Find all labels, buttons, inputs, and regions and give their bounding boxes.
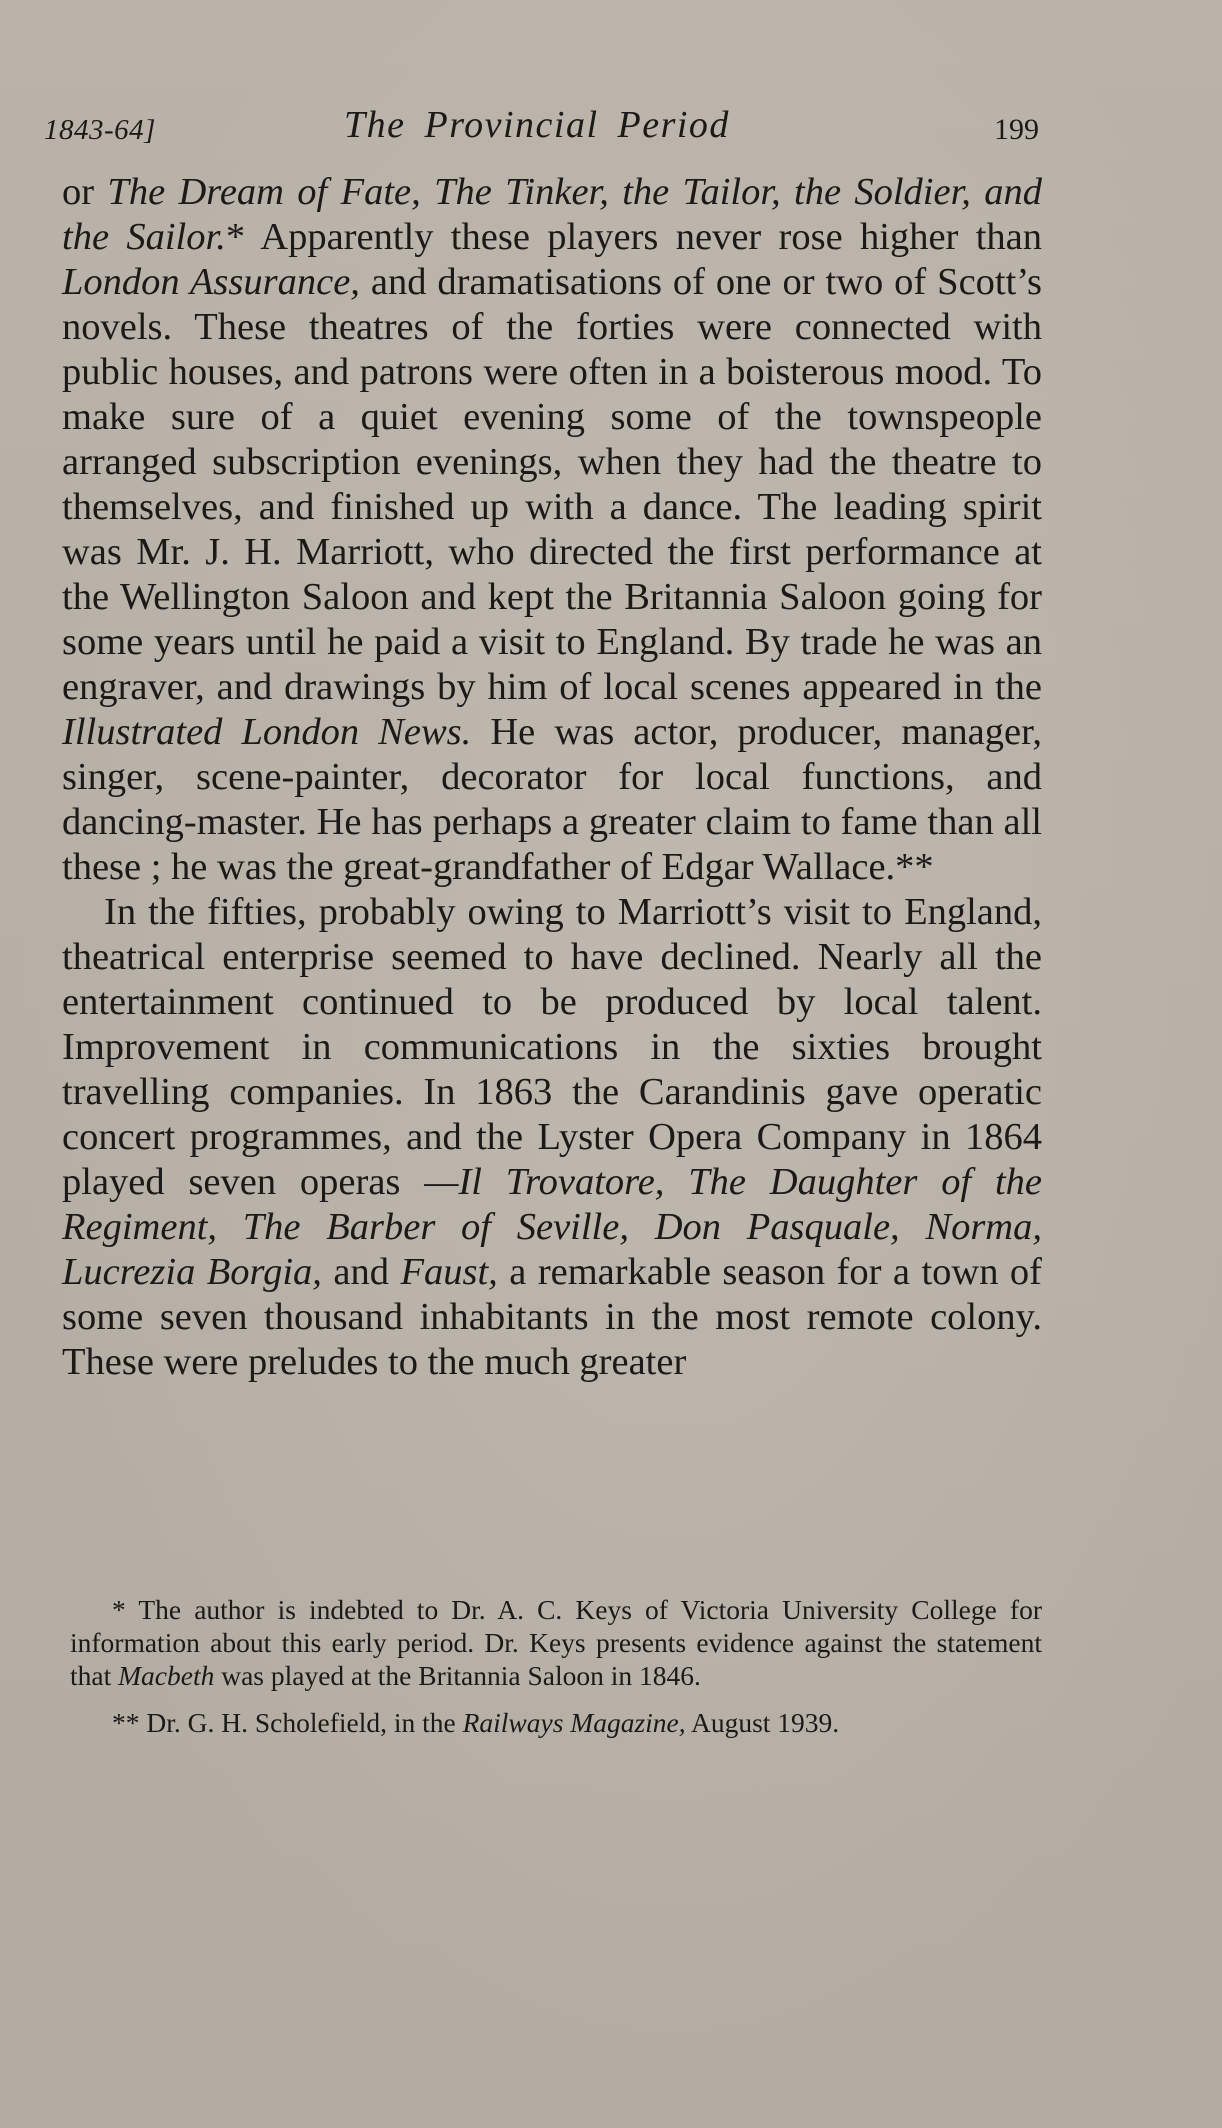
paragraph-1-text-b: and dramatisations of one or two of Scott’s novels. These theatres of the forties were connected with public houses, and patrons were often in a boisterous mood. To make sure of a quiet evening some of the townspeople arranged subscription evenings, when they had the theatre to themselves, and finished up with a dance. The leading spirit was Mr. J. H. Marriott, who directed the first performance at the Wellington Saloon and kept the Britannia Saloon going for some years until he paid a visit to England. By trade he was an engraver, and drawings by him of local scenes appeared in the bbox=[62, 261, 1043, 708]
paragraph-2 bbox=[62, 890, 1042, 1385]
header-date-range: 1843-64] bbox=[44, 114, 156, 146]
play-titles: The Dream of Fate, The Tinker, the Tailor, the Soldier, and the Sailor. bbox=[62, 171, 1042, 258]
footnote-1-text-a: * The author is indebted to Dr. A. C. Keys of Victoria University College for information about this early period. Dr. Keys presents evidence against the statement that bbox=[70, 1594, 1042, 1691]
paragraph-1 bbox=[62, 170, 1042, 890]
paragraph-1-text-a: * Apparently these players never rose higher than bbox=[225, 216, 1042, 258]
footnote-2-text-a: ** Dr. G. H. Scholefield, in the bbox=[112, 1707, 463, 1738]
running-header bbox=[44, 100, 1044, 160]
publication-illustrated-london-news: Illustrated London News. bbox=[62, 711, 472, 753]
play-title-london-assurance: London Assurance, bbox=[62, 261, 360, 303]
footnote-2-railways-magazine: Railways Magazine, bbox=[462, 1707, 686, 1738]
page-number: 199 bbox=[994, 113, 1039, 146]
footnote-2-text-b: August 1939. bbox=[685, 1707, 840, 1738]
paragraph-2-text-a: In the fifties, probably owing to Marriott’s visit to England, theatrical enterprise seemed to have declined. Nearly all the entertainment continued to be produced by local talent. Improvement in communications in the sixties brought travelling companies. In 1863 the Carandinis gave operatic concert programmes, and the Lyster Opera Company in 1864 played seven operas bbox=[62, 891, 1042, 1203]
opera-titles: —Il Trovatore, The Daughter of the Regiment, The Barber of Seville, Don Pasquale, Norma, Lucrezia Borgia, bbox=[62, 1161, 1042, 1293]
footnote-1-macbeth: Macbeth bbox=[118, 1660, 215, 1691]
main-text bbox=[62, 170, 1042, 1385]
opera-title-faust: Faust, bbox=[400, 1251, 498, 1293]
paragraph-1-lead: or bbox=[62, 171, 108, 213]
paragraph-2-and: and bbox=[321, 1251, 401, 1293]
paragraph-2-text-b: a remarkable season for a town of some seven thousand inhabitants in the most remote colony. These were preludes to the much greater bbox=[62, 1251, 1042, 1383]
footnotes bbox=[70, 1593, 1042, 1739]
footnote-1-text-b: was played at the Britannia Saloon in 1846. bbox=[214, 1660, 701, 1691]
paragraph-1-text-c: He was actor, producer, manager, singer, scene-painter, decorator for local functions, and dancing-master. He has perhaps a greater claim to fame than all these ; he was the great-grandfather of Edgar Wallace.** bbox=[62, 711, 1042, 888]
footnote-2 bbox=[70, 1706, 1042, 1739]
header-title: The Provincial Period bbox=[344, 104, 730, 146]
footnote-1 bbox=[70, 1593, 1042, 1692]
